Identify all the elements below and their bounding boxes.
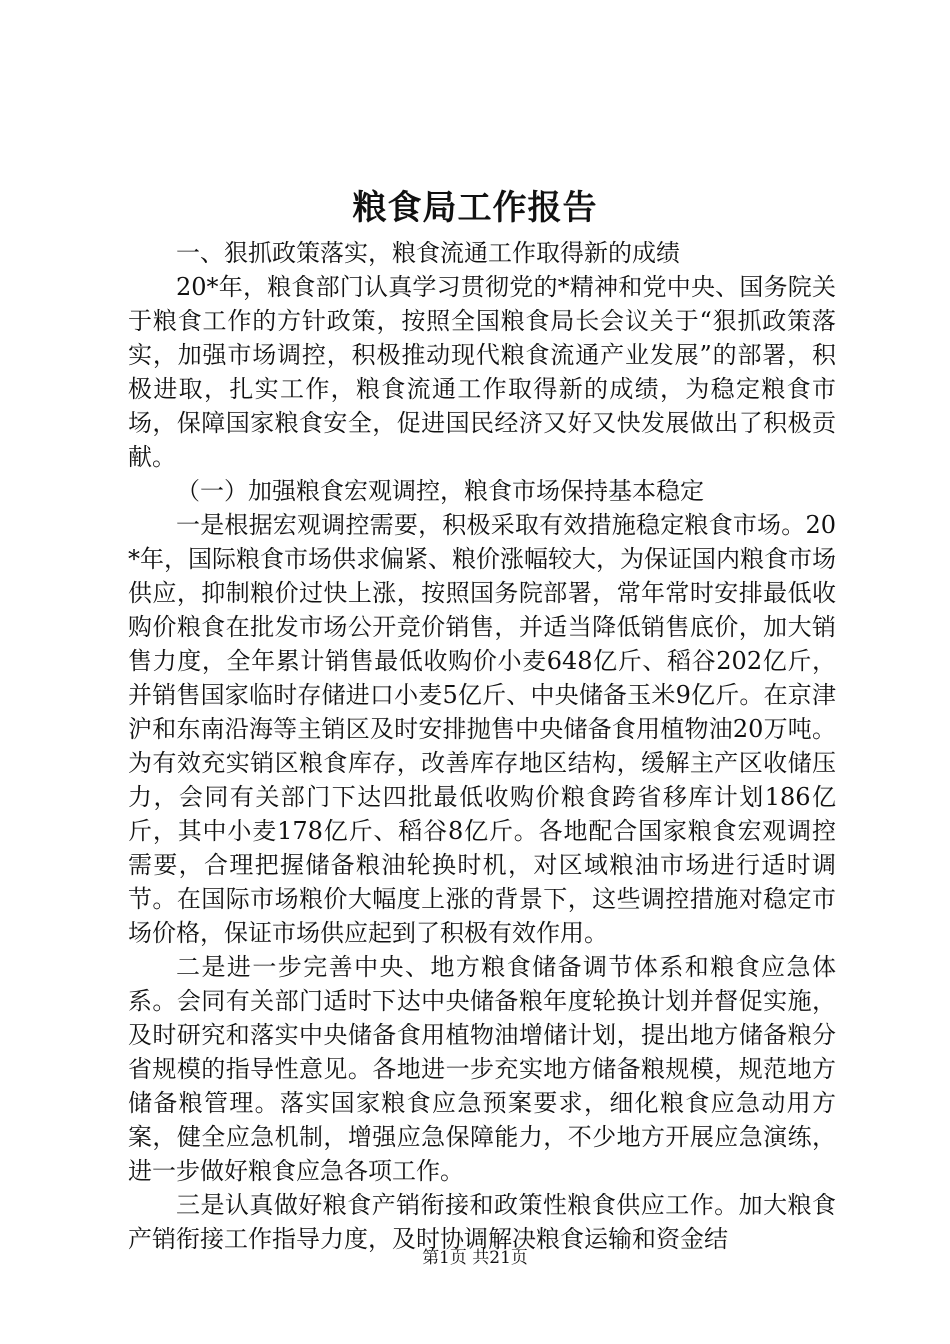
body-paragraph: 20*年，粮食部门认真学习贯彻党的*精神和党中央、国务院关于粮食工作的方针政策，按照全国粮食局长会议关于“狠抓政策落实，加强市场调控，积极推动现代粮食流通产业发展”的部署，积极进取，扎实工作，粮食流通工作取得新的成绩，为稳定粮食市场，保障国家粮食安全，促进国民经济又好又快发展做出了积极贡献。 [128,273,836,471]
page-number-footer: 第1页 共21页 [422,1248,528,1268]
document-body [128,236,836,1256]
body-paragraph: 一是根据宏观调控需要，积极采取有效措施稳定粮食市场。20*年，国际粮食市场供求偏紧、粮价涨幅较大，为保证国内粮食市场供应，抑制粮价过快上涨，按照国务院部署，常年常时安排最低收购价粮食在批发市场公开竞价销售，并适当降低销售底价，加大销售力度，全年累计销售最低收购价小麦648亿斤、稻谷202亿斤，并销售国家临时存储进口小麦5亿斤、中央储备玉米9亿斤。在京津沪和东南沿海等主销区及时安排抛售中央储备食用植物油20万吨。为有效充实销区粮食库存，改善库存地区结构，缓解主产区收储压力，会同有关部门下达四批最低收购价粮食跨省移库计划186亿斤，其中小麦178亿斤、稻谷8亿斤。各地配合国家粮食宏观调控需要，合理把握储备粮油轮换时机，对区域粮油市场进行适时调节。在国际市场粮价大幅度上涨的背景下，这些调控措施对稳定市场价格，保证市场供应起到了积极有效作用。 [128,511,836,947]
document-title: 粮食局工作报告 [352,188,598,228]
body-paragraph: 二是进一步完善中央、地方粮食储备调节体系和粮食应急体系。会同有关部门适时下达中央储备粮年度轮换计划并督促实施，及时研究和落实中央储备食用植物油增储计划，提出地方储备粮分省规模的指导性意见。各地进一步充实地方储备粮规模，规范地方储备粮管理。落实国家粮食应急预案要求，细化粮食应急动用方案，健全应急机制，增强应急保障能力，不少地方开展应急演练，进一步做好粮食应急各项工作。 [128,953,836,1185]
body-paragraph: 三是认真做好粮食产销衔接和政策性粮食供应工作。加大粮食产销衔接工作指导力度，及时协调解决粮食运输和资金结 [128,1191,836,1253]
section-heading: 一、狠抓政策落实，粮食流通工作取得新的成绩 [176,239,680,267]
subsection-heading: （一）加强粮食宏观调控，粮食市场保持基本稳定 [176,477,704,505]
